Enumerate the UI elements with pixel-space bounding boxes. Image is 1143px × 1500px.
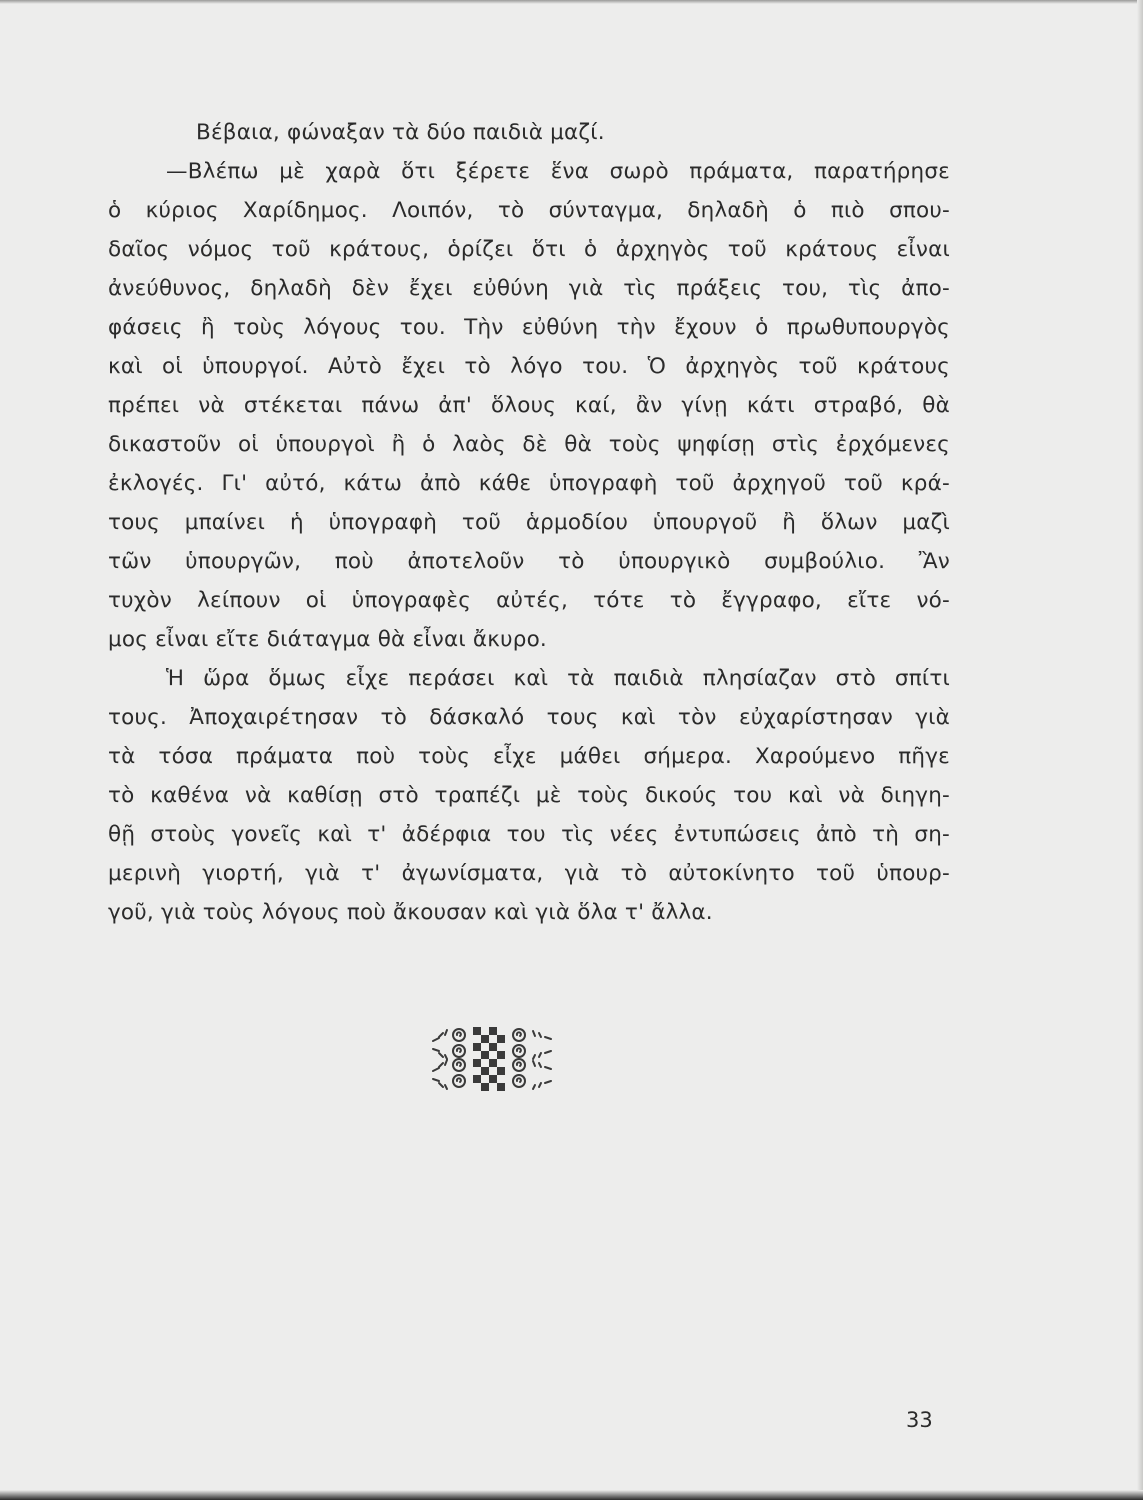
text-line: καὶ οἱ ὑπουργοί. Αὐτὸ ἔχει τὸ λόγο του. Ὁ ἀρχηγὸς τοῦ κράτους bbox=[108, 354, 950, 379]
page-bottom-edge bbox=[0, 1490, 1143, 1500]
text-line: γοῦ, γιὰ τοὺς λόγους ποὺ ἄκουσαν καὶ γιὰ ὅλα τ' ἄλλα. bbox=[108, 900, 713, 925]
page-right-edge bbox=[1137, 0, 1143, 1500]
text-line: Βέβαια, φώναξαν τὰ δύο παιδιὰ μαζί. bbox=[196, 120, 605, 145]
text-line: τους. Ἀποχαιρέτησαν τὸ δάσκαλό τους καὶ τὸν εὐχαρίστησαν γιὰ bbox=[108, 705, 950, 730]
body-text bbox=[108, 113, 950, 932]
text-line: —Βλέπω μὲ χαρὰ ὅτι ξέρετε ἕνα σωρὸ πράματα, παρατήρησε bbox=[166, 159, 950, 184]
text-line: τὰ τόσα πράματα ποὺ τοὺς εἶχε μάθει σήμερα. Χαρούμενο πῆγε bbox=[108, 744, 950, 769]
text-line: δικαστοῦν οἱ ὑπουργοὶ ἢ ὁ λαὸς δὲ θὰ τοὺς ψηφίσῃ στὶς ἐρχόμενες bbox=[108, 432, 950, 457]
text-line: μερινὴ γιορτή, γιὰ τ' ἀγωνίσματα, γιὰ τὸ αὐτοκίνητο τοῦ ὑπουρ- bbox=[108, 861, 950, 886]
page-number: 33 bbox=[906, 1408, 933, 1432]
text-line: δαῖος νόμος τοῦ κράτους, ὁρίζει ὅτι ὁ ἀρχηγὸς τοῦ κράτους εἶναι bbox=[108, 237, 950, 262]
text-line: μος εἶναι εἴτε διάταγμα θὰ εἶναι ἄκυρο. bbox=[108, 627, 547, 652]
text-line: Ἡ ὥρα ὅμως εἶχε περάσει καὶ τὰ παιδιὰ πλησίαζαν στὸ σπίτι bbox=[166, 666, 950, 691]
decorative-vignette-icon bbox=[425, 1025, 585, 1093]
text-line: τῶν ὑπουργῶν, ποὺ ἀποτελοῦν τὸ ὑπουργικὸ συμβούλιο. Ἂν bbox=[108, 549, 950, 574]
text-line: πρέπει νὰ στέκεται πάνω ἀπ' ὅλους καί, ἂν γίνῃ κάτι στραβό, θὰ bbox=[108, 393, 950, 418]
text-line: θῇ στοὺς γονεῖς καὶ τ' ἀδέρφια του τὶς νέες ἐντυπώσεις ἀπὸ τὴ ση- bbox=[108, 822, 950, 847]
text-line: τους μπαίνει ἡ ὑπογραφὴ τοῦ ἁρμοδίου ὑπουργοῦ ἢ ὅλων μαζὶ bbox=[108, 510, 950, 535]
text-line: ἀνεύθυνος, δηλαδὴ δὲν ἔχει εὐθύνη γιὰ τὶς πράξεις του, τὶς ἀπο- bbox=[108, 276, 950, 301]
page-top-edge bbox=[0, 0, 1143, 4]
text-line: τυχὸν λείπουν οἱ ὑπογραφὲς αὐτές, τότε τὸ ἔγγραφο, εἴτε νό- bbox=[108, 588, 950, 613]
text-line: ἐκλογές. Γι' αὐτό, κάτω ἀπὸ κάθε ὑπογραφὴ τοῦ ἀρχηγοῦ τοῦ κρά- bbox=[108, 471, 950, 496]
text-line: φάσεις ἢ τοὺς λόγους του. Τὴν εὐθύνη τὴν ἔχουν ὁ πρωθυπουργὸς bbox=[108, 315, 950, 340]
text-line: ὁ κύριος Χαρίδημος. Λοιπόν, τὸ σύνταγμα, δηλαδὴ ὁ πιὸ σπου- bbox=[108, 198, 950, 223]
text-line: τὸ καθένα νὰ καθίσῃ στὸ τραπέζι μὲ τοὺς δικούς του καὶ νὰ διηγη- bbox=[108, 783, 950, 808]
